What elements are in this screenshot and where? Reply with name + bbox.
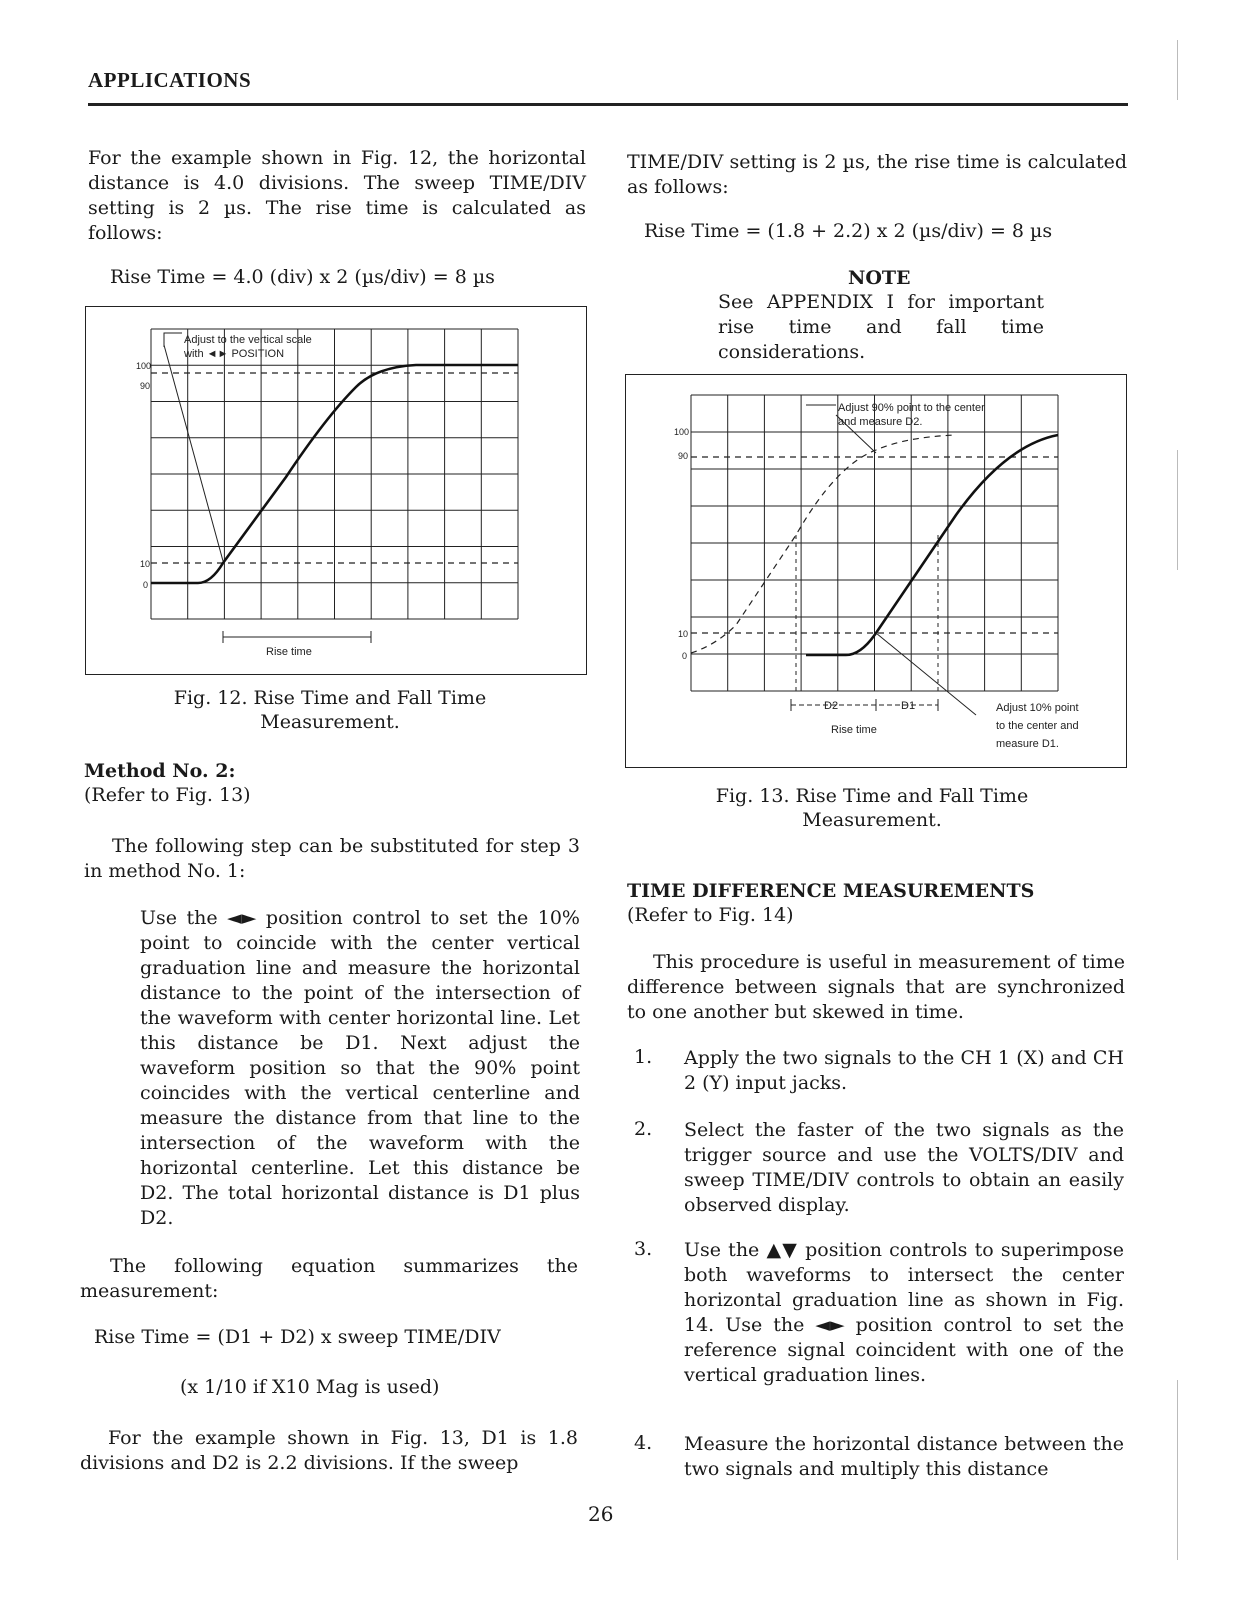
fig12-tick-0: 0 (143, 580, 149, 590)
note-text: See APPENDIX I for important rise time and fall time considerations. (718, 291, 1044, 363)
step-3-number: 3. (634, 1238, 653, 1260)
left-para-4: For the example shown in Fig. 13, D1 is 1.8 divisions and D2 is 2.2 divisions. If the sweep (80, 1427, 578, 1474)
left-equation-2: Rise Time = (D1 + D2) x sweep TIME/DIV (94, 1326, 501, 1348)
fig12-tick-100: 100 (136, 361, 152, 371)
method-ref: (Refer to Fig. 13) (84, 784, 251, 806)
fig13-annotation-bottom-3: measure D1. (996, 738, 1059, 750)
section-ref: (Refer to Fig. 14) (627, 904, 794, 926)
left-para-3: The following equation summarizes the measurement: (80, 1255, 578, 1302)
step-4-number: 4. (634, 1432, 653, 1454)
fig13-annotation-top-2: and measure D2. (838, 416, 923, 428)
fig13-tick-100: 100 (674, 427, 690, 437)
right-para-1: TIME/DIV setting is 2 µs, the rise time is calculated as follows: (627, 151, 1127, 198)
method-heading: Method No. 2: (84, 760, 236, 782)
step-1-number: 1. (634, 1046, 653, 1068)
annotation-arrow (164, 345, 223, 561)
scan-edge-mark (1177, 40, 1182, 100)
step-2-text: Select the faster of the two signals as the trigger source and use the VOLTS/DIV and sweep TIME/DIV controls to obtain an easily observed display. (684, 1119, 1124, 1216)
fig13-tick-90: 90 (678, 451, 689, 461)
left-para-2: The following step can be substituted for step 3 in method No. 1: (84, 835, 580, 882)
left-equation-1: Rise Time = 4.0 (div) x 2 (µs/div) = 8 µs (110, 266, 495, 288)
figure-12-plot (86, 307, 586, 674)
right-equation-1: Rise Time = (1.8 + 2.2) x 2 (µs/div) = 8 µs (644, 220, 1053, 242)
fig13-annotation-bottom-1: Adjust 10% point (996, 702, 1079, 714)
fig13-d1-label: D1 (901, 700, 916, 712)
figure-12 (85, 306, 587, 675)
scan-edge-mark (1177, 1380, 1182, 1560)
method-instruction: Use the ◄► position control to set the 10% point to coincide with the center vertical graduation line and measure the horizontal distance to the point of the intersection of the waveform with center horizontal line. Let this distance be D1. Next adjust the waveform position so that the 90% point coincides with the vertical centerline and measure the distance from that line to the intersection of the waveform with the horizontal centerline. Let this distance be D2. The total horizontal distance is D1 plus D2. (140, 907, 580, 1229)
step-4-text: Measure the horizontal distance between the two signals and multiply this distance (684, 1433, 1124, 1480)
fig13-annotation-bottom-2: to the center and (996, 720, 1079, 732)
figure-13 (625, 374, 1127, 768)
fig13-d2-label: D2 (824, 700, 839, 712)
fig12-annotation-2: with ◄► POSITION (184, 348, 285, 360)
page-header: APPLICATIONS (88, 68, 252, 92)
fig13-caption: Fig. 13. Rise Time and Fall Time Measurement. (715, 785, 1029, 831)
fig13-rise-label: Rise time (831, 724, 877, 736)
solid-waveform (806, 435, 1058, 655)
note-heading: NOTE (848, 267, 911, 289)
scan-edge-mark (1177, 450, 1182, 570)
figure-13-plot (626, 375, 1126, 767)
fig13-tick-0: 0 (682, 651, 688, 661)
section-intro: This procedure is useful in measurement of time difference between signals that are synchronized to one another but skewed in time. (627, 951, 1125, 1023)
fig12-rise-label: Rise time (266, 646, 312, 658)
fig13-annotation-top-1: Adjust 90% point to the center (838, 402, 985, 414)
step-3-text: Use the ▲▼ position controls to superimpose both waveforms to intersect the center horizontal graduation line as shown in Fig. 14. Use the ◄► position control to set the reference signal coincident with one of the vertical graduation lines. (684, 1239, 1124, 1386)
fig12-caption: Fig. 12. Rise Time and Fall Time Measurement. (173, 687, 487, 733)
page-number: 26 (588, 1502, 614, 1526)
header-rule (88, 103, 1128, 106)
fig12-annotation-1: Adjust to the vertical scale (184, 334, 312, 346)
fig13-tick-10: 10 (678, 629, 689, 639)
step-1-text: Apply the two signals to the CH 1 (X) and CH 2 (Y) input jacks. (684, 1047, 1124, 1094)
section-heading: TIME DIFFERENCE MEASUREMENTS (627, 880, 1035, 902)
fig12-tick-90: 90 (140, 381, 151, 391)
dashed-waveform (691, 435, 956, 653)
fig12-tick-10: 10 (140, 559, 151, 569)
left-para-1: For the example shown in Fig. 12, the horizontal distance is 4.0 divisions. The sweep TIME/DIV setting is 2 µs. The rise time is calculated as follows: (88, 147, 586, 244)
equation-note: (x 1/10 if X10 Mag is used) (180, 1376, 440, 1398)
step-2-number: 2. (634, 1118, 653, 1140)
